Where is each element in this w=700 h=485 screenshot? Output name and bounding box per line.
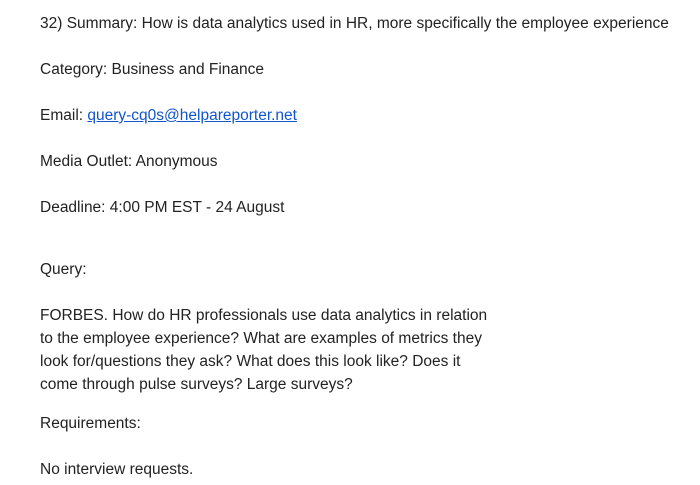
query-body-line: FORBES. How do HR professionals use data analytics in relation [40, 307, 488, 324]
query-label: Query: [40, 261, 87, 278]
deadline-label: Deadline: [40, 199, 110, 216]
media-outlet-line [40, 150, 218, 173]
deadline-value: 4:00 PM EST - 24 August [109, 199, 285, 216]
category-label: Category: [40, 61, 112, 78]
summary-line [40, 12, 669, 35]
requirements-value: No interview requests. [40, 461, 194, 478]
query-body-line: come through pulse surveys? Large surveys? [40, 376, 353, 393]
query-body-line: look for/questions they ask? What does this look like? Does it [40, 353, 461, 370]
requirements-label: Requirements: [40, 415, 141, 432]
media-outlet-value: Anonymous [135, 153, 218, 170]
query-body [40, 304, 510, 396]
email-label: Email: [40, 107, 88, 124]
category-line [40, 58, 264, 81]
email-line [40, 104, 297, 127]
summary-label: 32) Summary: [40, 15, 142, 32]
deadline-line [40, 196, 284, 219]
email-link[interactable]: query-cq0s@helpareporter.net [87, 107, 297, 124]
query-body-line: to the employee experience? What are examples of metrics they [40, 330, 482, 347]
category-value: Business and Finance [111, 61, 265, 78]
summary-text: How is data analytics used in HR, more specifically the employee experience [141, 15, 669, 32]
media-outlet-label: Media Outlet: [40, 153, 136, 170]
